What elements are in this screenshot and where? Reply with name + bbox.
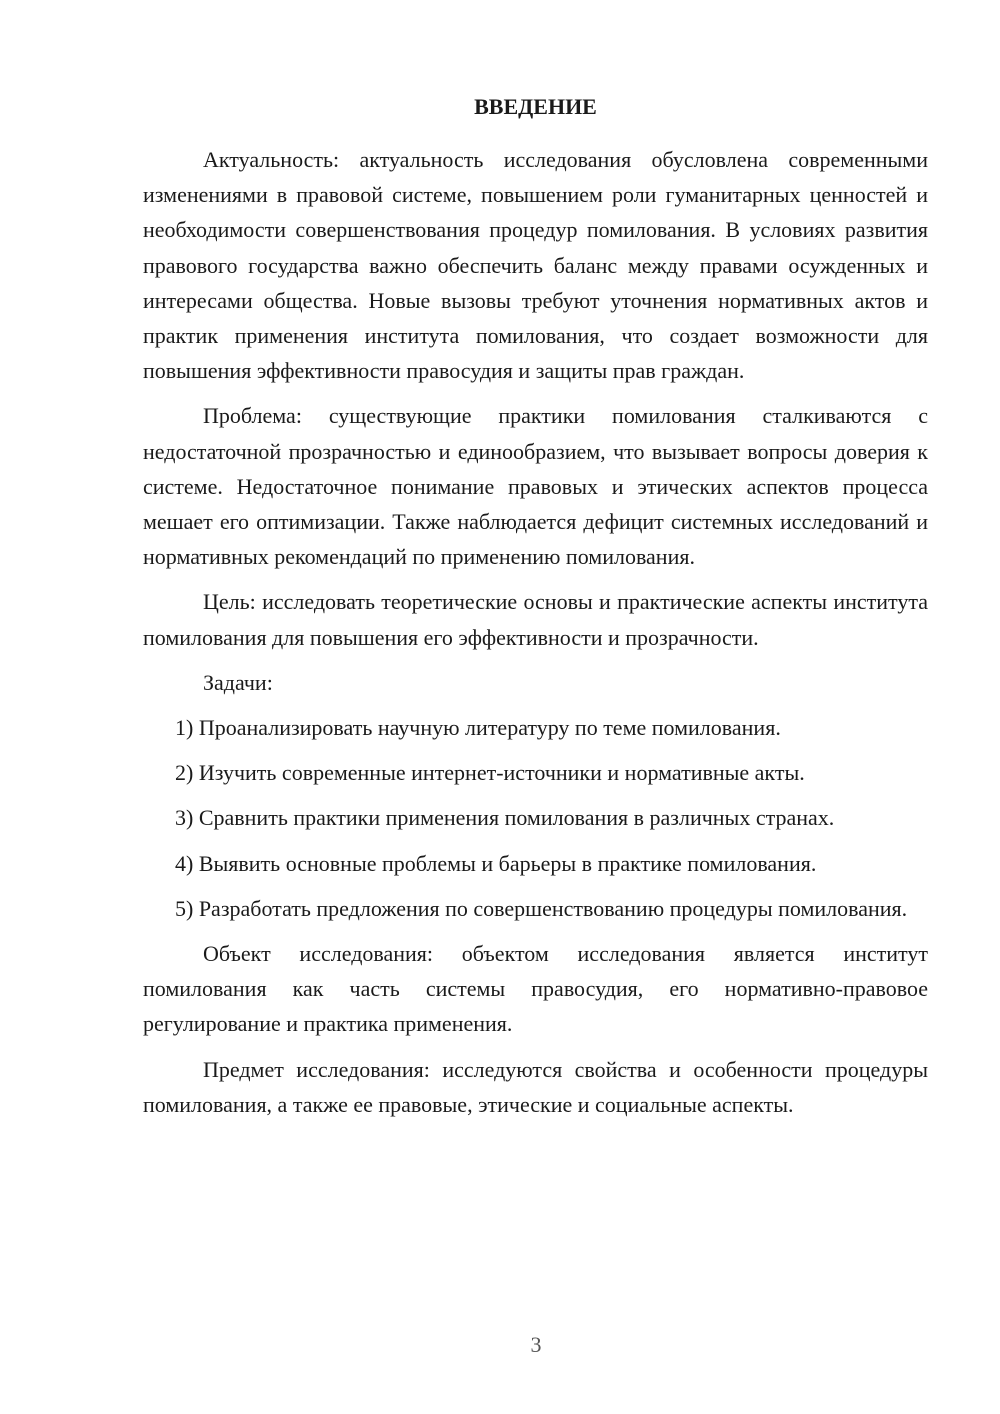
task-item: 4) Выявить основные проблемы и барьеры в практике помилования. [175,850,817,876]
task-item: 3) Сравнить практики применения помилования в различных странах. [175,805,835,831]
paragraph-goal: Цель: исследовать теоретические основы и практические аспекты института помилования для повышения его эффективности и прозрачности. [143,589,928,650]
paragraph-subject: Предмет исследования: исследуются свойства и особенности процедуры помилования, а также ее правовые, этические и социальные аспекты. [143,1056,928,1117]
tasks-heading: Задачи: [203,669,273,695]
page-number: 3 [530,1332,542,1357]
page-title: ВВЕДЕНИЕ [474,94,597,119]
task-item: 5) Разработать предложения по совершенствованию процедуры помилования. [175,895,908,921]
paragraph-relevance: Актуальность: актуальность исследования обусловлена современными изменениями в правовой системе, повышением роли гуманитарных ценностей и необходимости совершенствования процедур помилования. В условиях развития правового государства важно обеспечить баланс между правами осужденных и интересами общества. Новые вызовы требуют уточнения нормативных актов и практик применения института помилования, что создает возможности для повышения эффективности правосудия и защиты прав граждан. [143,147,928,384]
paragraph-object: Объект исследования: объектом исследования является институт помилования как часть системы правосудия, его нормативно-правовое регулирование и практика применения. [143,941,928,1037]
paragraph-problem: Проблема: существующие практики помилования сталкиваются с недостаточной прозрачностью и единообразием, что вызывает вопросы доверия к системе. Недостаточное понимание правовых и этических аспектов процесса мешает его оптимизации. Также наблюдается дефицит системных исследований и нормативных рекомендаций по применению помилования. [143,403,928,570]
document-page [143,92,928,1132]
task-item: 1) Проанализировать научную литературу по теме помилования. [175,715,781,741]
task-item: 2) Изучить современные интернет-источники и нормативные акты. [175,760,805,786]
